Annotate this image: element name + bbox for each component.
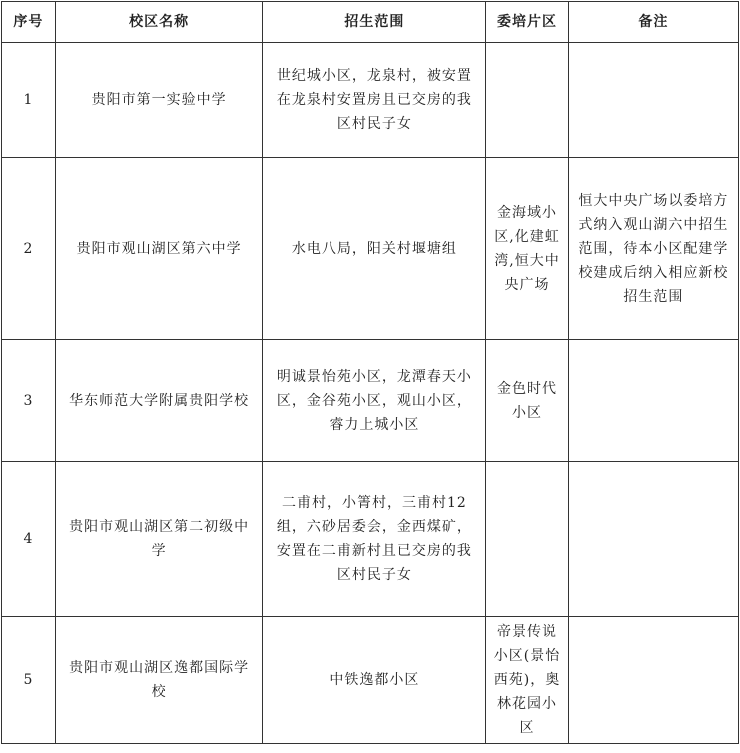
range-text: 世纪城小区，龙泉村，被安置在龙泉村安置房且已交房的我区村民子女 [276, 68, 472, 132]
cell-area [486, 340, 568, 462]
area-text: 金色时代小区 [497, 380, 558, 421]
range-text: 水电八局，阳关村堰塘组 [291, 240, 457, 257]
cell-note [568, 617, 738, 744]
cell-no: 2 [2, 158, 56, 340]
cell-school-name: 贵阳市观山湖区逸都国际学校 [55, 617, 263, 744]
cell-range [263, 340, 486, 462]
cell-school-name: 贵阳市观山湖区第二初级中学 [55, 462, 263, 617]
table-row [2, 617, 739, 744]
cell-area [486, 462, 568, 617]
table-row [2, 43, 739, 158]
header-note: 备注 [568, 2, 738, 43]
cell-range [263, 617, 486, 744]
cell-school-name: 贵阳市观山湖区第六中学 [55, 158, 263, 340]
range-text: 二甫村，小箐村，三甫村12组，六砂居委会，金西煤矿，安置在二甫新村且已交房的我区村民子女 [276, 495, 472, 583]
cell-school-name: 贵阳市第一实验中学 [55, 43, 263, 158]
range-text: 中铁逸都小区 [329, 672, 420, 688]
note-text: 恒大中央广场以委培方式纳入观山湖六中招生范围，待本小区配建学校建成后纳入相应新校招生范围 [578, 192, 729, 305]
cell-note [568, 43, 738, 158]
header-range: 招生范围 [263, 2, 486, 43]
area-text: 金海域小区,化建虹湾,恒大中央广场 [494, 204, 560, 293]
table-row [2, 340, 739, 462]
header-no: 序号 [2, 2, 56, 43]
table-row [2, 462, 739, 617]
cell-no: 3 [2, 340, 56, 462]
cell-no: 5 [2, 617, 56, 744]
cell-range [263, 462, 486, 617]
table-header-row [2, 2, 739, 43]
range-text: 明诚景怡苑小区，龙潭春天小区，金谷苑小区，观山小区，睿力上城小区 [276, 368, 472, 433]
header-area: 委培片区 [486, 2, 568, 43]
cell-school-name: 华东师范大学附属贵阳学校 [55, 340, 263, 462]
cell-note [568, 158, 738, 340]
cell-no: 1 [2, 43, 56, 158]
header-name: 校区名称 [55, 2, 263, 43]
cell-area [486, 617, 568, 744]
cell-range [263, 158, 486, 340]
cell-no: 4 [2, 462, 56, 617]
cell-note [568, 462, 738, 617]
cell-note [568, 340, 738, 462]
cell-area [486, 43, 568, 158]
table-row [2, 158, 739, 340]
cell-area [486, 158, 568, 340]
cell-range [263, 43, 486, 158]
area-text: 帝景传说小区(景怡西苑)，奥林花园小区 [493, 624, 561, 736]
enrollment-table [1, 1, 739, 744]
